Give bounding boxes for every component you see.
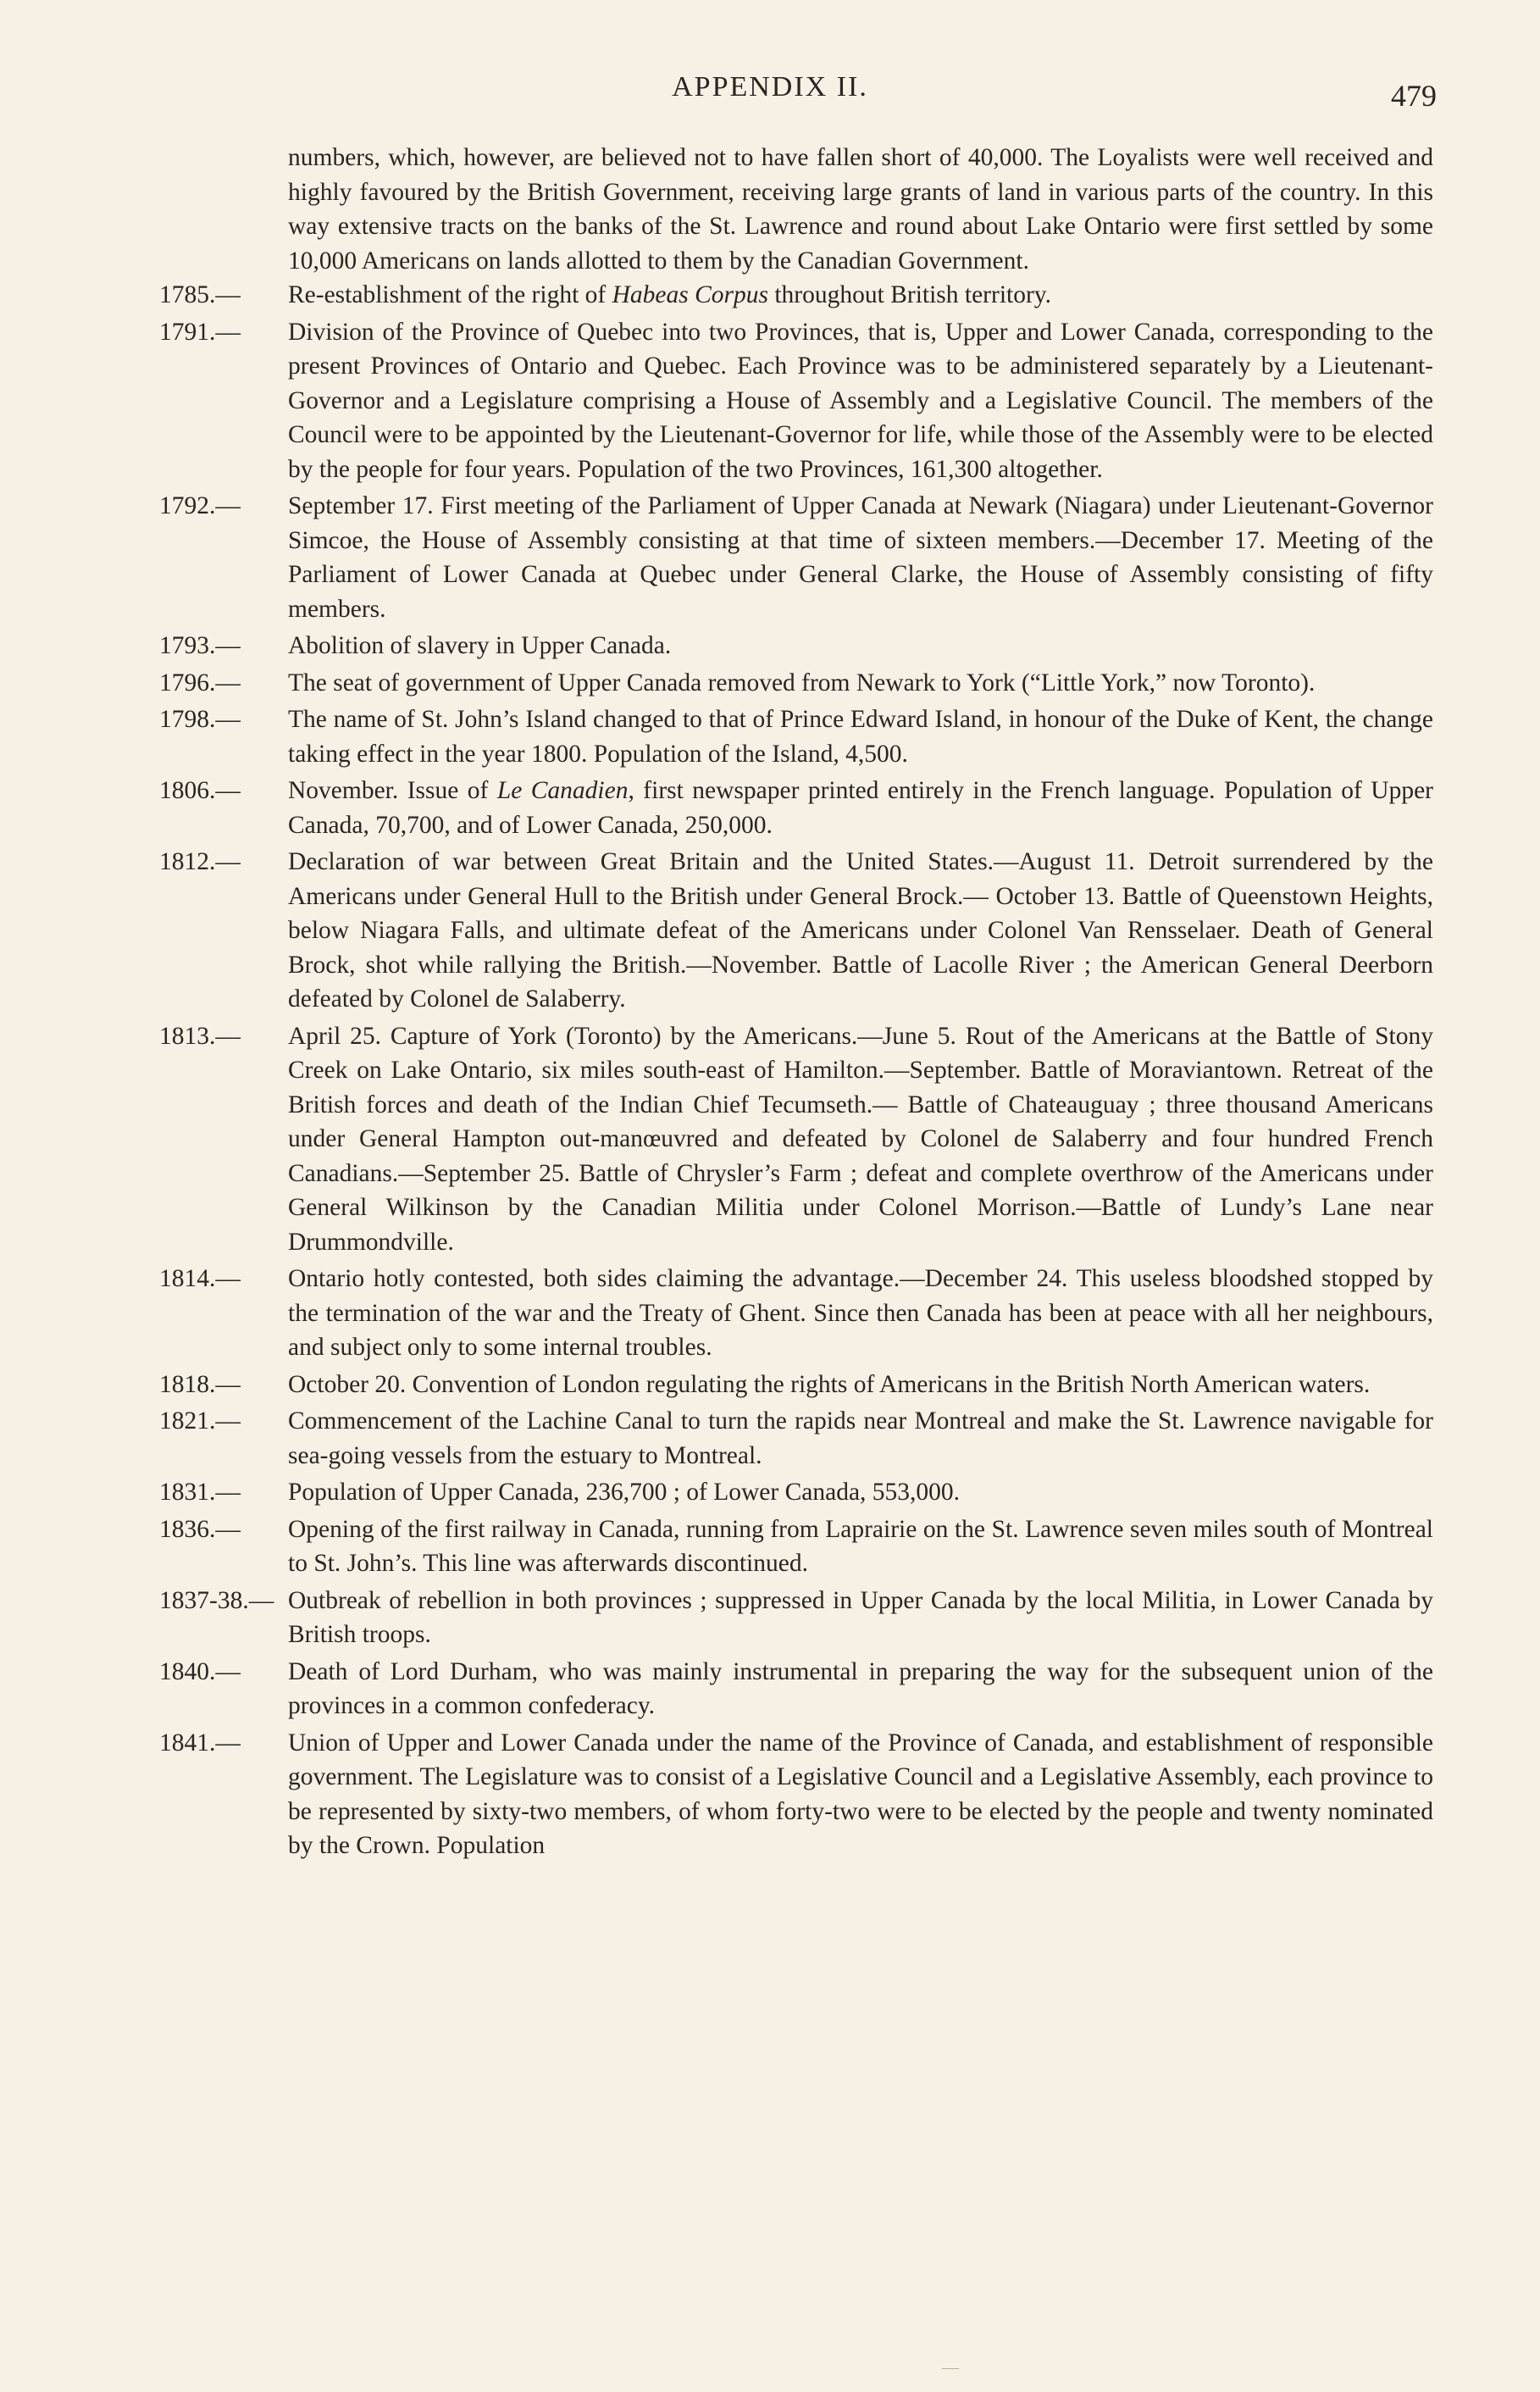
entry-year: 1814.— <box>159 1265 241 1292</box>
entry-text <box>288 1726 1433 1863</box>
entry-text <box>288 1368 1433 1402</box>
entry-text-run: Union of Upper and Lower Canada under the name of the Province of Canada, and establishment of responsible government. The Legislature was to consist of a Legislative Council and a Legislative Assembly, each province to be represented by sixty-two members, of whom forty-two were to be elected by the people and twenty nominated by the Crown. Population <box>288 1729 1433 1859</box>
entry-year: 1841.— <box>159 1729 241 1757</box>
entry-text <box>288 1404 1433 1473</box>
italic-title: Le Canadien <box>496 777 629 804</box>
entry-text <box>288 1512 1433 1581</box>
chronology-entry <box>159 1262 1433 1365</box>
chronology-list <box>159 278 1433 1863</box>
entry-year: 1793.— <box>159 632 241 659</box>
chronology-entry <box>159 1584 1433 1652</box>
entry-year: 1836.— <box>159 1515 241 1543</box>
chronology-entry <box>159 702 1433 771</box>
entry-text <box>288 1262 1433 1365</box>
entry-year: 1785.— <box>159 281 241 308</box>
chronology-entry <box>159 489 1433 626</box>
running-title: APPENDIX II. <box>672 71 868 103</box>
chronology-entry <box>159 315 1433 487</box>
italic-title: Habeas Corpus <box>612 281 768 308</box>
entry-text <box>288 278 1433 313</box>
entry-year: 1840.— <box>159 1657 241 1685</box>
entry-text-run: Ontario hotly contested, both sides claiming the advantage.—December 24. This useless bloodshed stopped by the termination of the war and the Treaty of Ghent. Since then Canada has been at peace with all her neighbours, and subject only to some internal troubles. <box>288 1265 1433 1361</box>
entry-text <box>288 845 1433 1017</box>
entry-year: 1821.— <box>159 1407 241 1435</box>
entry-text-run: Abolition of slavery in Upper Canada. <box>288 632 672 659</box>
entry-text-run: October 20. Convention of London regulating the rights of Americans in the British North American waters. <box>288 1370 1371 1398</box>
entry-text <box>288 629 1433 663</box>
entry-year: 1812.— <box>159 848 241 875</box>
chronology-entry <box>159 278 1433 313</box>
entry-text-run: throughout British territory. <box>767 281 1052 308</box>
entry-text-run: Opening of the first railway in Canada, running from Laprairie on the St. Lawrence seven miles south of Montreal to St. John’s. This line was afterwards discontinued. <box>288 1515 1433 1577</box>
entry-text <box>288 1019 1433 1260</box>
intro-paragraph: numbers, which, however, are believed not to have fallen short of 40,000. The Loyalists were well received and highly favoured by the British Government, receiving large grants of land in various parts of the country. In this way extensive tracts on the banks of the St. Lawrence and round about Lake Ontario were first settled by some 10,000 Americans on lands allotted to them by the Canadian Government. <box>288 144 1433 275</box>
entry-text-run: Population of Upper Canada, 236,700 ; of Lower Canada, 553,000. <box>288 1479 961 1506</box>
page-number: 479 <box>1391 79 1437 113</box>
entry-text-run: , first newspaper printed entirely in the French language. Population of Upper Canada, 70,700, and of Lower Canada, 250,000. <box>288 777 1433 839</box>
chronology-entry <box>159 845 1433 1017</box>
entry-text-run: Re-establishment of the right of <box>288 281 612 308</box>
entry-text <box>288 702 1433 771</box>
entry-year: 1831.— <box>159 1479 241 1506</box>
entry-text <box>288 1584 1433 1652</box>
chronology-entry <box>159 774 1433 842</box>
entry-year: 1806.— <box>159 777 241 804</box>
running-head <box>0 68 1540 119</box>
chronology-entry <box>159 1019 1433 1260</box>
footer-mark: — <box>942 2358 959 2377</box>
entry-text-run: November. Issue of <box>288 777 497 804</box>
chronology-entry <box>159 629 1433 663</box>
chronology-entry <box>159 1404 1433 1473</box>
entry-text-run: Declaration of war between Great Britain and the United States.—August 11. Detroit surrendered by the Americans under General Hull to the British under General Brock.— October 13. Battle of Queenstown Heights, below Niagara Falls, and ultimate defeat of the Americans under Colonel Van Rensselaer. Death of General Brock, shot while rallying the British.—November. Battle of Lacolle River ; the American General Deerborn defeated by Colonel de Salaberry. <box>288 848 1433 1013</box>
entry-year: 1813.— <box>159 1022 241 1050</box>
entry-text <box>288 1475 1433 1510</box>
entry-text-run: September 17. First meeting of the Parliament of Upper Canada at Newark (Niagara) under Lieutenant-Governor Simcoe, the House of Assembly consisting at that time of sixteen members.—December 17. Meeting of the Parliament of Lower Canada at Quebec under General Clarke, the House of Assembly consisting of fifty members. <box>288 492 1433 623</box>
entry-year: 1818.— <box>159 1370 241 1398</box>
chronology-entry <box>159 1475 1433 1510</box>
entry-text <box>288 315 1433 487</box>
entry-text-run: Death of Lord Durham, who was mainly instrumental in preparing the way for the subsequent union of the provinces in a common confederacy. <box>288 1657 1433 1719</box>
entry-year: 1791.— <box>159 318 241 346</box>
entry-text <box>288 1655 1433 1723</box>
entry-year: 1792.— <box>159 492 241 519</box>
chronology-entry <box>159 666 1433 701</box>
entry-text-run: Commencement of the Lachine Canal to turn the rapids near Montreal and make the St. Lawrence navigable for sea-going vessels from the estuary to Montreal. <box>288 1407 1433 1469</box>
chronology-entry <box>159 1726 1433 1863</box>
entry-year: 1798.— <box>159 706 241 733</box>
entry-year: 1796.— <box>159 669 241 697</box>
chronology-entry <box>159 1368 1433 1402</box>
entry-text-run: The name of St. John’s Island changed to that of Prince Edward Island, in honour of the Duke of Kent, the change taking effect in the year 1800. Population of the Island, 4,500. <box>288 706 1433 768</box>
entry-text-run: The seat of government of Upper Canada removed from Newark to York (“Little York,” now Toronto). <box>288 669 1316 697</box>
entry-text <box>288 666 1433 701</box>
entry-text <box>288 489 1433 626</box>
page-body <box>159 141 1433 1866</box>
entry-year: 1837-38.— <box>159 1586 274 1614</box>
entry-text-run: Division of the Province of Quebec into two Provinces, that is, Upper and Lower Canada, corresponding to the present Provinces of Ontario and Quebec. Each Province was to be administered separately by a Lieutenant-Governor and a Legislature comprising a House of Assembly and a Legislative Council. The members of the Council were to be appointed by the Lieutenant-Governor for life, while those of the Assembly were to be elected by the people for four years. Population of the two Provinces, 161,300 altogether. <box>288 318 1433 483</box>
entry-text-run: Outbreak of rebellion in both provinces ; suppressed in Upper Canada by the local Militia, in Lower Canada by British troops. <box>288 1586 1433 1648</box>
entry-text-run: April 25. Capture of York (Toronto) by the Americans.—June 5. Rout of the Americans at the Battle of Stony Creek on Lake Ontario, six miles south-east of Hamilton.—September. Battle of Moraviantown. Retreat of the British forces and death of the Indian Chief Tecumseth.— Battle of Chateauguay ; three thousand Americans under General Hampton out-manœuvred and defeated by Colonel de Salaberry and four hundred French Canadians.—September 25. Battle of Chrysler’s Farm ; defeat and complete overthrow of the Americans under General Wilkinson by the Canadian Militia under Colonel Morrison.—Battle of Lundy’s Lane near Drummondville. <box>288 1022 1433 1256</box>
chronology-entry <box>159 1512 1433 1581</box>
entry-text <box>288 774 1433 842</box>
chronology-entry <box>159 1655 1433 1723</box>
